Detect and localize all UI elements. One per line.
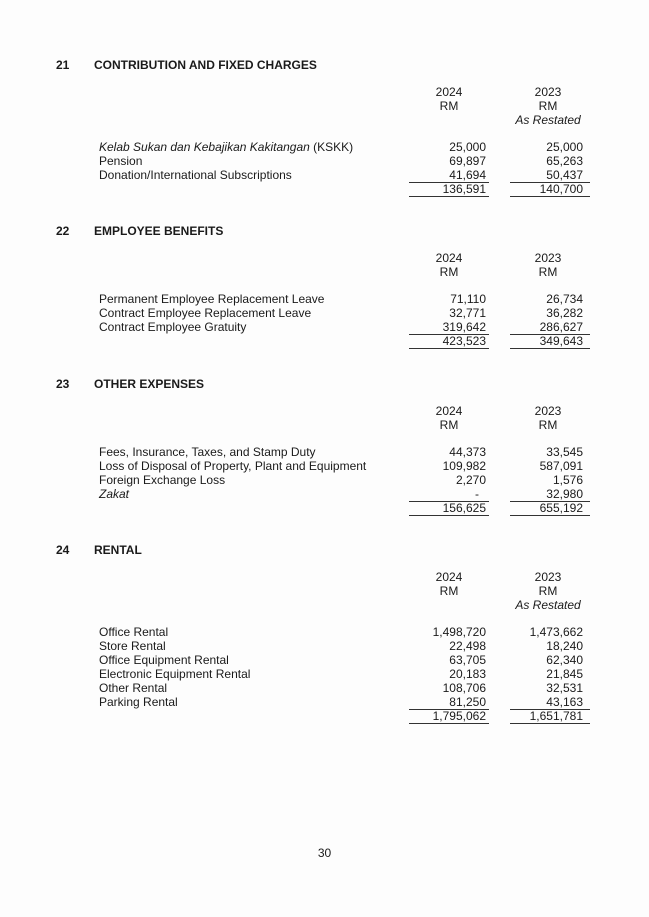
row-label: Contract Employee Replacement Leave [99, 306, 312, 320]
column-header-2023: 2023 RM [534, 404, 562, 432]
row-label: Fees, Insurance, Taxes, and Stamp Duty [99, 445, 316, 459]
row-label: Contract Employee Gratuity [99, 320, 247, 334]
value-2024: 41,694 [449, 168, 486, 182]
restated-note: As Restated [515, 598, 581, 612]
column-header-2023: 2023 RM As Restated [503, 570, 593, 612]
table-row [0, 320, 649, 334]
row-label: Permanent Employee Replacement Leave [99, 292, 325, 306]
value-2024: 2,270 [455, 473, 486, 487]
row-label: Donation/International Subscriptions [99, 168, 292, 182]
note-number: 24 [56, 543, 70, 557]
total-row [0, 334, 649, 348]
table-row [0, 473, 649, 487]
value-2024: 319,642 [442, 320, 486, 334]
row-label: Office Rental [99, 625, 169, 639]
note-title: OTHER EXPENSES [94, 377, 205, 391]
table-row [0, 681, 649, 695]
value-2024: 22,498 [449, 639, 486, 653]
total-rule [409, 348, 489, 349]
total-2024: 136,591 [442, 182, 486, 196]
table-row [0, 695, 649, 709]
total-rule [510, 515, 590, 516]
total-2023: 655,192 [539, 501, 583, 515]
total-rule [510, 348, 590, 349]
table-row [0, 154, 649, 168]
table-row [0, 487, 649, 501]
total-2023: 140,700 [539, 182, 583, 196]
value-2023: 18,240 [546, 639, 583, 653]
row-label: Zakat [99, 487, 130, 501]
value-2023: 62,340 [546, 653, 583, 667]
value-2024: 108,706 [442, 681, 486, 695]
table-row [0, 306, 649, 320]
total-rule [409, 196, 489, 197]
total-row [0, 709, 649, 723]
column-header-2024: 2024 RM [435, 251, 463, 279]
table-row [0, 168, 649, 182]
value-2023: 26,734 [546, 292, 583, 306]
note-number: 21 [56, 58, 70, 72]
column-header-2024: 2024 RM [435, 85, 463, 113]
value-2024: 109,982 [442, 459, 486, 473]
total-2023: 349,643 [539, 334, 583, 348]
value-2023: 286,627 [539, 320, 583, 334]
table-row [0, 625, 649, 639]
value-2024: 20,183 [449, 667, 486, 681]
value-2023: 43,163 [546, 695, 583, 709]
value-2023: 32,531 [546, 681, 583, 695]
note-heading [56, 58, 317, 72]
value-2024: 69,897 [449, 154, 486, 168]
total-rule [409, 515, 489, 516]
row-label: Parking Rental [99, 695, 178, 709]
note-number: 23 [56, 377, 70, 391]
restated-note: As Restated [515, 113, 581, 127]
total-rule [510, 723, 590, 724]
total-2024: 156,625 [442, 501, 486, 515]
note-heading [56, 377, 204, 391]
note-title: EMPLOYEE BENEFITS [94, 224, 224, 238]
note-title: RENTAL [94, 543, 142, 557]
column-header-2023: 2023 RM As Restated [503, 85, 593, 127]
row-label: Pension [99, 154, 143, 168]
value-2023: 587,091 [539, 459, 583, 473]
row-label: Loss of Disposal of Property, Plant and Equipment [99, 459, 367, 473]
table-row [0, 445, 649, 459]
value-2023: 1,576 [552, 473, 583, 487]
row-label: Foreign Exchange Loss [99, 473, 226, 487]
note-heading [56, 224, 223, 238]
value-2024: 32,771 [449, 306, 486, 320]
table-row [0, 639, 649, 653]
total-rule [510, 196, 590, 197]
row-label: Other Rental [99, 681, 168, 695]
total-2023: 1,651,781 [529, 709, 583, 723]
column-header-2024: 2024 RM [435, 404, 463, 432]
total-2024: 1,795,062 [432, 709, 486, 723]
table-row [0, 140, 649, 154]
table-row [0, 653, 649, 667]
total-row [0, 182, 649, 196]
page-number: 30 [317, 846, 332, 860]
value-2023: 32,980 [546, 487, 583, 501]
total-rule [409, 723, 489, 724]
column-header-2024: 2024 RM [435, 570, 463, 598]
value-2024: 44,373 [449, 445, 486, 459]
value-2024: 71,110 [450, 292, 486, 306]
row-label: Kelab Sukan dan Kebajikan Kakitangan (KSKK) [99, 140, 354, 154]
table-row [0, 292, 649, 306]
row-label: Store Rental [99, 639, 166, 653]
row-label: Office Equipment Rental [99, 653, 229, 667]
value-2023: 21,845 [546, 667, 583, 681]
value-2023: 33,545 [546, 445, 583, 459]
column-header-2023: 2023 RM [534, 251, 562, 279]
total-row [0, 501, 649, 515]
value-2024: - [475, 487, 479, 501]
value-2024: 1,498,720 [432, 625, 486, 639]
total-2024: 423,523 [442, 334, 486, 348]
value-2024: 25,000 [449, 140, 486, 154]
value-2024: 81,250 [449, 695, 486, 709]
table-row [0, 459, 649, 473]
value-2023: 50,437 [546, 168, 583, 182]
value-2023: 65,263 [546, 154, 583, 168]
row-label: Electronic Equipment Rental [99, 667, 251, 681]
table-row [0, 667, 649, 681]
value-2023: 25,000 [546, 140, 583, 154]
note-heading [56, 543, 142, 557]
value-2024: 63,705 [449, 653, 486, 667]
note-title: CONTRIBUTION AND FIXED CHARGES [94, 58, 317, 72]
value-2023: 1,473,662 [529, 625, 583, 639]
note-number: 22 [56, 224, 70, 238]
value-2023: 36,282 [546, 306, 583, 320]
